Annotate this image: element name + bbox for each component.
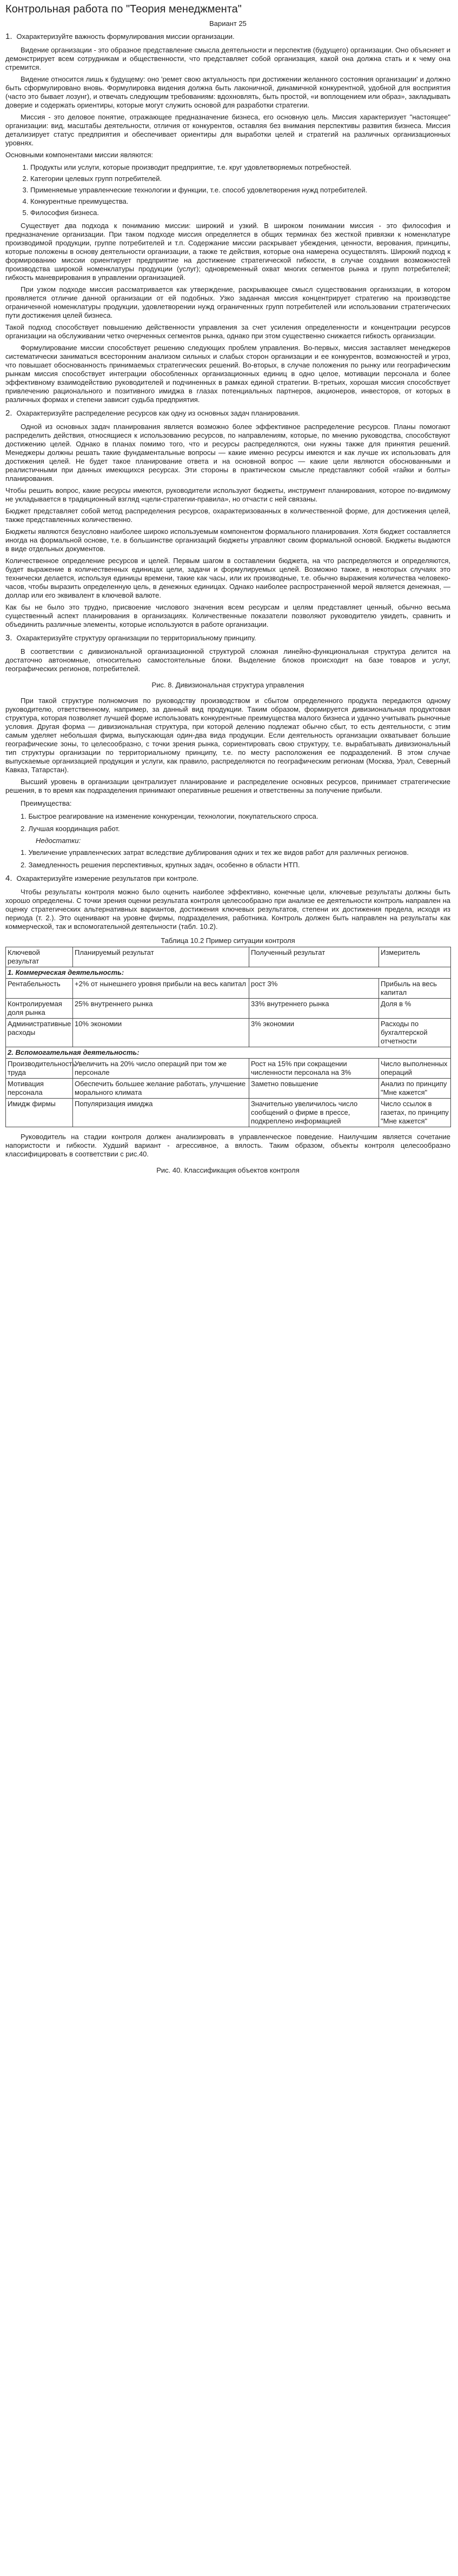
- question-2: [5, 409, 450, 418]
- paragraph: Такой подход способствует повышению действенности управления за счет усиления определенности и концентрации ресурсов организации на обслуживании четко очерченных сегментов рынка, однако при этом существенно снижается гибкость организации.: [5, 323, 450, 340]
- paragraph: При узком подходе миссия рассматривается как утверждение, раскрывающее смысл существования организации, в котором проявляется отличие данной организации от ей подобных. Узко заданная миссия концентрирует стратегию на производстве ограниченной номенклатуры продукции, удовлетворении нужд ограниченных групп потребителей или использовании стратегических пути достижения целей бизнеса.: [5, 285, 450, 319]
- table-section-row: [6, 967, 451, 979]
- table-cell: Прибыль на весь капитал: [379, 979, 451, 999]
- disadvantage-item: 2. Замедленность решения перспективных, крупных задач, особенно в области НТП.: [21, 861, 300, 869]
- table-cell: Доля в %: [379, 999, 451, 1019]
- list-item: 4. Конкурентные преимущества.: [30, 197, 450, 206]
- table-cell: Рентабельность: [6, 979, 73, 999]
- list-item: 3. Применяемые управленческие технологии и функции, т.е. способ удовлетворения нужд потребителей.: [30, 185, 450, 195]
- question-4: [5, 874, 450, 884]
- paragraph: Бюджеты являются безусловно наиболее широко используемым компонентом формального планирования. Хотя бюджет составляется иногда на формальной основе, т.е. в большинстве организаций бюджеты управляют своим формальной основой. Бюджеты выдаются в виде отдельных документов.: [5, 527, 450, 553]
- paragraph: Одной из основных задач планирования является возможно более эффективное распределение ресурсов. Планы помогают распределить действия, относящиеся к использованию ресурсов, по направлениям, которые, по мнению руководства, способствуют достижению целей. Однако в планах помимо того, что и ресурсы распределяются, они нужны также для принятия решений. Менеджеры должны решать такие фундаментальные вопросы — какие именно ресурсы имеются и как лучше их использовать для достижения целей. Не будет такое планирование ответа и на основной вопрос — какие цели являются обоснованными и реалистичными при данных имеющихся ресурсах. Эти стороны в практическом смысле представляют собой «гайки и болты» планирования.: [5, 423, 450, 483]
- figure-caption: Рис. 40. Классификация объектов контроля: [156, 1166, 300, 1174]
- disadvantage-item: 1. Увеличение управленческих затрат вследствие дублирования одних и тех же видов работ для различных регионов.: [21, 848, 409, 857]
- table-row: [6, 979, 451, 999]
- table-cell: Рост на 15% при сокращении численности персонала на 3%: [249, 1059, 379, 1079]
- paragraph: Руководитель на стадии контроля должен анализировать в управленческое поведение. Наилучшим является сочетание напористости и гибкости. Худший вариант - агрессивное, а вялость. Таким образом, объекты контроля целесообразно классифицировать в соответствии с рис.40.: [5, 1133, 450, 1158]
- paragraph: Высший уровень в организации централизует планирование и распределение основных ресурсов, принимает стратегические решения, в то время как подразделения принимают оперативные решения и ответственны за получение прибыли.: [5, 778, 450, 794]
- question-text: Охарактеризуйте распределение ресурсов как одну из основных задач планирования.: [16, 409, 300, 417]
- table-header-cell: Полученный результат: [249, 947, 379, 967]
- figure-caption: Рис. 8. Дивизиональная структура управления: [151, 681, 304, 689]
- question-1: [5, 32, 450, 42]
- paragraph: При такой структуре полномочия по руководству производством и сбытом определенного продукта передаются одному руководителю, ответственному, например, за данный вид продукции. Таким образом, формируется дивизиональная продуктовая структура, которая позволяет лучшей форме использовать конкурентные преимущества малого бизнеса и удачно учитывать рыночные условия. Другая форма — дивизиональная структура, при которой делению подлежат обычно сбыт, то есть деятельности, с этим самым уделяет небольшая фирма, выпускающая один-два вида продукции. Если деятельность организации охватывает большие географические зоны, то целесообразно, с точки зрения рынка, сориентировать свою структуру, т.е. вырабатывать дивизиональный тип структуры организации по территориальному принципу, т.е. по месту расположения ее подразделений. В этом случае выпускаемые организацией продукция и услуги, как правило, распределяются по географическим регионам (Москва, Урал, Северный Кавказ, Татарстан).: [5, 697, 451, 774]
- list-item: 1. Продукты или услуги, которые производит предприятие, т.е. круг удовлетворяемых потребностей.: [30, 163, 450, 172]
- table-caption: Таблица 10.2 Пример ситуации контроля: [161, 936, 295, 945]
- table-cell: Мотивация персонала: [6, 1079, 73, 1099]
- question-text: Охарактеризуйте измерение результатов при контроле.: [16, 874, 199, 882]
- table-row: [6, 1059, 451, 1079]
- paragraph: В соответствии с дивизиональной организационной структурой сложная линейно-функциональная структура делится на достаточно автономные, относительно самостоятельные блоки. Выделение блоков происходит на базе товаров и услуг, географических регионов, потребителей.: [5, 647, 450, 673]
- table-cell: 33% внутреннего рынка: [249, 999, 379, 1019]
- table-header-cell: Планируемый результат: [73, 947, 249, 967]
- question-number: 1.: [5, 32, 12, 41]
- list-item: 5. Философия бизнеса.: [30, 208, 450, 217]
- table-cell: Производительность труда: [6, 1059, 73, 1079]
- paragraph: Чтобы решить вопрос, какие ресурсы имеются, руководители используют бюджеты, инструмент планирования, которое по-видимому не укладывается в традиционный взгляд «цели-стратегии-правила», но отчасти с ней связаны.: [5, 486, 450, 503]
- table-cell: +2% от нынешнего уровня прибыли на весь капитал: [73, 979, 249, 999]
- paragraph: Основными компонентами миссии являются:: [5, 151, 153, 159]
- table-cell: Заметно повышение: [249, 1079, 379, 1099]
- advantage-item: 1. Быстрое реагирование на изменение конкуренции, технологии, покупательского спроса.: [21, 812, 318, 820]
- question-number: 2.: [5, 409, 12, 418]
- question-number: 3.: [5, 633, 12, 643]
- paragraph: Миссия - это деловое понятие, отражающее предназначение бизнеса, его основную цель. Миссия характеризует "настоящее" организации: вид, масштабы деятельности, отличия от конкурентов, оставляя без внимания перспективы развития бизнеса. Миссия детализирует статус предприятия и обеспечивает ориентиры для выработки целей и стратегий на различных организационных уровнях.: [5, 113, 450, 147]
- control-table: [5, 947, 451, 1127]
- table-cell: Значительно увеличилось число сообщений о фирме в прессе, подкреплено информацией: [249, 1099, 379, 1127]
- table-cell: 25% внутреннего рынка: [73, 999, 249, 1019]
- table-cell: рост 3%: [249, 979, 379, 999]
- table-cell: Число выполненных операций: [379, 1059, 451, 1079]
- paragraph: Чтобы результаты контроля можно было оценить наиболее эффективно, конечные цели, ключевые результаты должны быть хорошо определены. С точки зрения оценки результата контроля целесообразно при анализе ее деятельности контроль направлен на оценку стратегических альтернативных вариантов, достижения ключевых результатов, степени их достижения предела, исходя из периода (т. 2.). Это оценивают на уровне фирмы, подразделения, работника. Контроль должен быть направлен на результаты как коммерческой, так и вспомогательной деятельности (табл. 10.2).: [5, 888, 450, 931]
- table-header-row: [6, 947, 451, 967]
- paragraph: Видение относится лишь к будущему: оно 'ремет свою актуальность при достижении желанного состояния организации' и должно быть сформулировано вновь. Формулировка видения должна быть лаконичной, динамичной конкурентной, удобной для восприятия (часто это бывает лозунг), и отвечать следующим требованиям: вдохновлять, быть простой, «и воплощением или образ», закладывать доверие и содержать ориентиры, которые могут служить основой для разработки стратегии.: [5, 75, 450, 109]
- advantage-item: 2. Лучшая координация работ.: [21, 825, 120, 833]
- paragraph: Как бы не было это трудно, присвоение числового значения всем ресурсам и целям представляет ценный, обычно весьма существенный аспект планирования в организациях. Количественные показатели позволяют руководителю увидеть, сравнить и объединить различные элементы, которые используются в работе организации.: [5, 603, 450, 628]
- question-text: Охарактеризуйте важность формулирования миссии организации.: [16, 32, 235, 41]
- table-cell: 3% экономии: [249, 1019, 379, 1047]
- table-cell: Имидж фирмы: [6, 1099, 73, 1127]
- table-cell: Обеспечить большее желание работать, улучшение морального климата: [73, 1079, 249, 1099]
- question-3: [5, 633, 450, 643]
- variant-label: Вариант 25: [209, 19, 247, 28]
- table-cell: Увеличить на 20% число операций при том же персонале: [73, 1059, 249, 1079]
- paragraph: Количественное определение ресурсов и целей. Первым шагом в составлении бюджета, на что распределяются и определяются, будет выражение в количественных единицах цели, задачи и формулируемых целей. Возможно также, в некоторых случаях это технически делается, используя единицы времени, такие как часы, или их производные, т.е. обычно выражения количества человеко-часов, чтобы выразить определенную цель, в денежных единицах. Однако наиболее распространенной мерой является денежная, — доллар или его эквивалент в ключевой валюте.: [5, 557, 450, 599]
- table-row: [6, 1019, 451, 1047]
- paragraph: Видение организации - это образное представление смысла деятельности и перспектив (будущего) организации. Оно объясняет и демонстрирует всем сотрудникам и общественности, что представляет собой организация, какой она должна стать и к чему она стремится.: [5, 46, 450, 71]
- page-title: Контрольная работа по "Теория менеджмента": [5, 3, 242, 15]
- table-row: [6, 999, 451, 1019]
- advantages-heading: Преимущества:: [21, 799, 72, 807]
- table-cell: Анализ по принципу "Мне кажется": [379, 1079, 451, 1099]
- table-row: [6, 1079, 451, 1099]
- table-section-title: 1. Коммерческая деятельность:: [6, 967, 451, 979]
- mission-components-list: [5, 163, 450, 217]
- table-cell: 10% экономии: [73, 1019, 249, 1047]
- list-item: 2. Категории целевых групп потребителей.: [30, 174, 450, 183]
- question-text: Охарактеризуйте структуру организации по территориальному принципу.: [16, 634, 256, 642]
- table-header-cell: Измеритель: [379, 947, 451, 967]
- paragraph: Формулирование миссии способствует решению следующих проблем управления. Во-первых, миссия заставляет менеджеров систематически заниматься всесторонним анализом сильных и слабых сторон организации и ее конкурентов, возможностей и угроз, что повышает обоснованность принимаемых стратегических решений. Во-вторых, в случае положения по рынку или географическим рынкам миссия способствует интеграции обособленных организационных единиц в одно целое, мотивации персонала и более эффективному взаимодействию руководителей и подчиненных в рамках единой стратегии. В-третьих, хорошая миссия способствует привлечению рационального и позитивного имиджа в глазах потенциальных партнеров, акционеров, инвесторов, от которых в различных формах и степени зависит судьба предприятия.: [5, 344, 450, 404]
- table-cell: Число ссылок в газетах, по принципу "Мне кажется": [379, 1099, 451, 1127]
- table-section-title: 2. Вспомогательная деятельность:: [6, 1047, 451, 1059]
- table-row: [6, 1099, 451, 1127]
- question-number: 4.: [5, 874, 12, 883]
- table-cell: Расходы по бухгалтерской отчетности: [379, 1019, 451, 1047]
- paragraph: Бюджет представляет собой метод распределения ресурсов, охарактеризованных в количественной форме, для достижения целей, также представленных количественно.: [5, 507, 450, 524]
- table-cell: Административные расходы: [6, 1019, 73, 1047]
- table-header-cell: Ключевой результат: [6, 947, 73, 967]
- disadvantages-heading: Недостатки:: [36, 837, 81, 845]
- table-cell: Популяризация имиджа: [73, 1099, 249, 1127]
- table-cell: Контролируемая доля рынка: [6, 999, 73, 1019]
- table-section-row: [6, 1047, 451, 1059]
- paragraph: Существует два подхода к пониманию миссии: широкий и узкий. В широком понимании миссия - это философия и предназначение организации. При таком подходе миссия определяется в общих терминах без жесткой привязки к номенклатуре производимой продукции, группе потребителей и т.п. Содержание миссии раскрывает убеждения, ценности, верования, принципы, которые положены в основу деятельности организации, а также те действия, которые она намерена осуществлять. Широкий подход к формированию миссии ориентирует предприятие на достижение стратегической гибкости, в случае создания возможностей производства широкой номенклатуры продукции (услуг); одновременный охват многих сегментов рынка и групп потребителей; гибкость маневрирования в управлении организацией.: [5, 222, 450, 282]
